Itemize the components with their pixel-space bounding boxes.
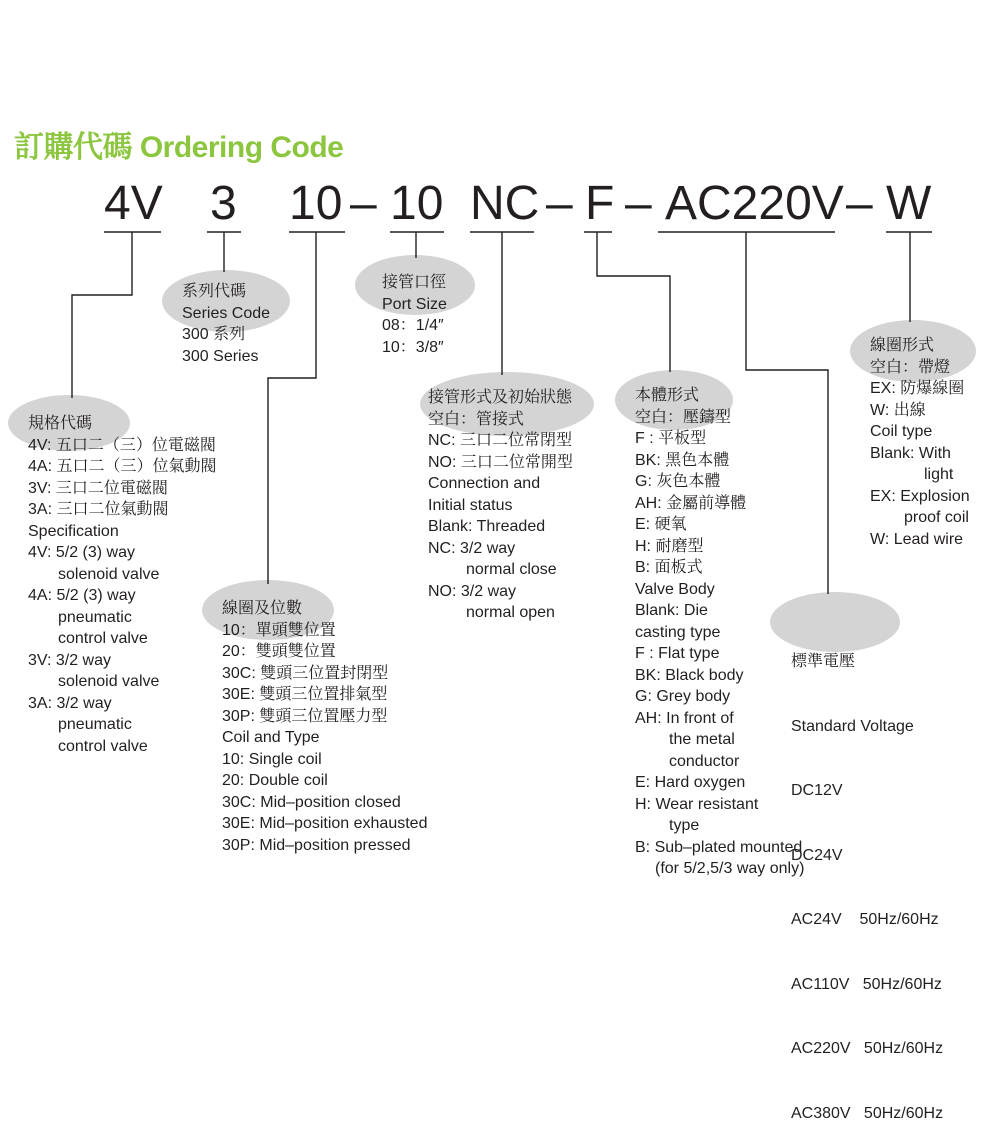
body-item: BK: Black body bbox=[635, 666, 744, 684]
voltage-item: AC220V 50Hz/60Hz bbox=[791, 1040, 944, 1057]
code-coil-type: W bbox=[886, 177, 932, 230]
valve-body-block bbox=[635, 385, 804, 880]
body-item: E: Hard oxygen bbox=[635, 774, 746, 791]
body-item: casting type bbox=[635, 623, 721, 641]
body-item: BK: 黑色本體 bbox=[635, 451, 730, 469]
code-dash-2: – bbox=[546, 177, 573, 230]
coiltype-item: Blank: With bbox=[870, 444, 951, 462]
body-item: G: Grey body bbox=[635, 688, 731, 705]
body-item: type bbox=[669, 817, 700, 834]
voltage-item: DC12V bbox=[791, 782, 843, 799]
voltage-item: DC24V bbox=[791, 846, 843, 864]
port-heading-en: Port Size bbox=[382, 295, 447, 313]
spec-item: 4A: 5/2 (3) way bbox=[28, 587, 136, 604]
port-option-08: 08：1/4″ bbox=[382, 317, 444, 334]
code-specification: 4V bbox=[104, 177, 163, 230]
series-code-block bbox=[182, 281, 270, 367]
coiltype-item: proof coil bbox=[904, 509, 969, 526]
spec-item: control valve bbox=[58, 630, 148, 647]
page-title: 訂購代碼 Ordering Code bbox=[14, 131, 344, 164]
body-item: B: Sub–plated mounted bbox=[635, 838, 803, 856]
coil-heading-en: Coil and Type bbox=[222, 729, 320, 746]
connection-item: normal open bbox=[466, 604, 555, 621]
spec-item: solenoid valve bbox=[58, 673, 160, 690]
connection-item: NC: 三口二位常閉型 bbox=[428, 432, 573, 449]
spec-item: control valve bbox=[58, 737, 148, 755]
voltage-item: AC24V 50Hz/60Hz bbox=[791, 911, 939, 928]
code-dash-4: – bbox=[846, 177, 873, 230]
spec-heading-zh: 規格代碼 bbox=[28, 415, 93, 432]
spec-item: 4V: 5/2 (3) way bbox=[28, 544, 136, 561]
connection-item: 空白：管接式 bbox=[428, 410, 525, 428]
body-heading-zh: 本體形式 bbox=[635, 387, 700, 404]
port-size-block bbox=[382, 272, 447, 358]
series-value-zh: 300 系列 bbox=[182, 326, 246, 343]
spec-item: 3A: 3/2 way bbox=[28, 694, 112, 712]
code-coil-position: 10 bbox=[289, 177, 343, 230]
body-item: (for 5/2,5/3 way only) bbox=[655, 860, 805, 877]
spec-item: pneumatic bbox=[58, 716, 132, 733]
spec-item: 3V: 三口二位電磁閥 bbox=[28, 479, 168, 497]
connection-heading-en: Connection and bbox=[428, 475, 541, 492]
coil-item: 30C: Mid–position closed bbox=[222, 793, 401, 811]
series-value-en: 300 Series bbox=[182, 347, 259, 365]
coil-item: 30E: Mid–position exhausted bbox=[222, 815, 428, 832]
voltage-block bbox=[791, 608, 943, 1146]
spec-item: pneumatic bbox=[58, 608, 132, 626]
body-item: AH: 金屬前導體 bbox=[635, 494, 747, 512]
connection-item: normal close bbox=[466, 561, 557, 578]
coil-item: 20：雙頭雙位置 bbox=[222, 643, 336, 660]
coiltype-heading-en: Coil type bbox=[870, 423, 933, 440]
body-item: E: 硬氧 bbox=[635, 516, 687, 533]
connection-item: NO: 3/2 way bbox=[428, 582, 517, 600]
coil-item: 30P: Mid–position pressed bbox=[222, 836, 411, 854]
spec-item: 3A: 三口二位氣動閥 bbox=[28, 501, 169, 518]
coiltype-item: W: 出線 bbox=[870, 401, 926, 419]
body-item: B: 面板式 bbox=[635, 559, 703, 576]
body-item: conductor bbox=[669, 752, 740, 770]
code-port-size: 10 bbox=[390, 177, 444, 230]
coiltype-item: light bbox=[924, 466, 954, 483]
coil-and-type-block bbox=[222, 598, 427, 856]
coiltype-item: W: Lead wire bbox=[870, 530, 964, 548]
body-item: H: Wear resistant bbox=[635, 795, 759, 813]
body-heading-en: Valve Body bbox=[635, 580, 715, 598]
code-series: 3 bbox=[210, 177, 237, 230]
body-item: G: 灰色本體 bbox=[635, 473, 721, 490]
series-heading-zh: 系列代碼 bbox=[182, 283, 247, 300]
coil-item: 10: Single coil bbox=[222, 750, 322, 768]
spec-item: solenoid valve bbox=[58, 565, 160, 583]
body-item: 空白：壓鑄型 bbox=[635, 408, 732, 426]
voltage-heading-zh: 標準電壓 bbox=[791, 653, 856, 670]
connection-heading-en: Initial status bbox=[428, 496, 513, 514]
connection-heading-zh: 接管形式及初始狀態 bbox=[428, 389, 573, 406]
code-valve-body: F bbox=[585, 177, 615, 230]
voltage-item: AC110V 50Hz/60Hz bbox=[791, 975, 942, 993]
spec-item: 4A: 五口二（三）位氣動閥 bbox=[28, 458, 217, 475]
connection-item: NO: 三口二位常開型 bbox=[428, 453, 573, 471]
coil-item: 10：單頭雙位置 bbox=[222, 621, 336, 639]
code-voltage: AC220V bbox=[665, 177, 844, 230]
body-item: AH: In front of bbox=[635, 709, 734, 727]
connection-item: NC: 3/2 way bbox=[428, 539, 516, 557]
coil-heading-zh: 線圈及位數 bbox=[222, 600, 303, 617]
code-dash-1: – bbox=[350, 177, 377, 230]
spec-item: 4V: 五口二（三）位電磁閥 bbox=[28, 436, 216, 454]
coiltype-item: EX: Explosion bbox=[870, 487, 970, 505]
spec-heading-en: Specification bbox=[28, 522, 119, 540]
port-option-10: 10：3/8″ bbox=[382, 338, 444, 356]
coil-type-block bbox=[870, 335, 970, 550]
coiltype-item: EX: 防爆線圈 bbox=[870, 380, 965, 397]
body-item: Blank: Die bbox=[635, 602, 708, 619]
coiltype-item: 空白：帶燈 bbox=[870, 358, 951, 376]
coil-item: 30E: 雙頭三位置排氣型 bbox=[222, 686, 388, 703]
voltage-item: AC380V 50Hz/60Hz bbox=[791, 1104, 944, 1122]
coiltype-heading-zh: 線圈形式 bbox=[870, 337, 935, 354]
coil-item: 30P: 雙頭三位置壓力型 bbox=[222, 707, 388, 725]
connection-block bbox=[428, 387, 573, 624]
body-item: F : 平板型 bbox=[635, 430, 707, 447]
coil-item: 20: Double coil bbox=[222, 772, 328, 789]
series-heading-en: Series Code bbox=[182, 304, 271, 322]
connection-item: Blank: Threaded bbox=[428, 518, 546, 535]
port-heading-zh: 接管口徑 bbox=[382, 274, 447, 291]
code-dash-3: – bbox=[625, 177, 652, 230]
spec-item: 3V: 3/2 way bbox=[28, 651, 112, 669]
body-item: the metal bbox=[669, 731, 735, 748]
body-item: H: 耐磨型 bbox=[635, 537, 704, 555]
voltage-heading-en: Standard Voltage bbox=[791, 717, 914, 735]
specification-block bbox=[28, 413, 216, 757]
body-item: F : Flat type bbox=[635, 645, 720, 662]
code-connection: NC bbox=[470, 177, 540, 230]
coil-item: 30C: 雙頭三位置封閉型 bbox=[222, 664, 389, 682]
